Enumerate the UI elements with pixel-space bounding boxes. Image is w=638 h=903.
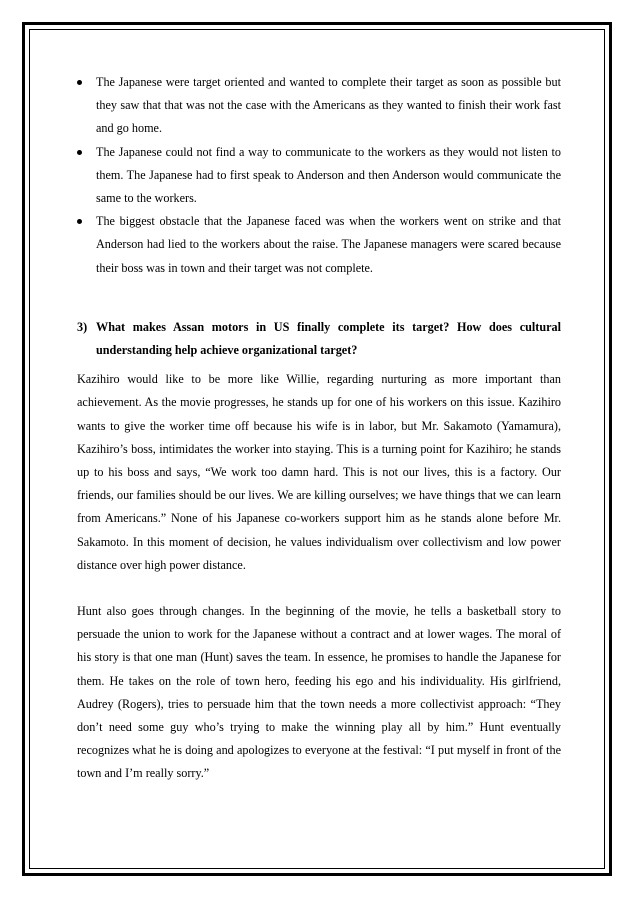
- list-item: [77, 210, 561, 280]
- list-item: [77, 71, 561, 141]
- document-body: [77, 71, 561, 786]
- bullet-text: The biggest obstacle that the Japanese faced was when the workers went on strike and that Anderson had lied to the workers about the raise. The Japanese managers were scared because their boss was in town and their target was not complete.: [96, 214, 561, 275]
- bullet-list: [77, 71, 561, 280]
- question-number: 3): [77, 319, 88, 334]
- bullet-icon: [77, 150, 82, 155]
- bullet-text: The Japanese could not find a way to communicate to the workers as they would not listen to them. The Japanese had to first speak to Anderson and then Anderson would communicate the same to the workers.: [96, 144, 561, 206]
- paragraph-kazihiro: Kazihiro would like to be more like Willie, regarding nurturing as more important than achievement. As the movie progresses, he stands up for one of his workers on this issue. Kazihiro wants to give the worker time off because his wife is in labor, but Mr. Sakamoto (Yamamura), Kazihiro’s boss, intimidates the worker into staying. This is a turning point for Kazihiro; he stands up to his boss and says, “We work too damn hard. This is not our lives, this is a factory. Our friends, our families should be our lives. We are killing ourselves; we have things that we can learn from Americans.” None of his Japanese co-workers support him as he stands alone before Mr. Sakamoto. In this moment of decision, he values individualism over collectivism and low power distance over high power distance.: [77, 372, 561, 572]
- question-text: What makes Assan motors in US finally complete its target? How does cultural understanding help achieve organizational target?: [96, 319, 561, 358]
- bullet-icon: [77, 219, 82, 224]
- bullet-text: The Japanese were target oriented and wanted to complete their target as soon as possible but they saw that that was not the case with the Americans as they wanted to finish their work fast and go home.: [96, 75, 561, 136]
- list-item: [77, 141, 561, 211]
- bullet-icon: [77, 80, 82, 85]
- paragraph-hunt: Hunt also goes through changes. In the beginning of the movie, he tells a basketball story to persuade the union to work for the Japanese without a contract and at lower wages. The moral of his story is that one man (Hunt) saves the team. In essence, he promises to handle the Japanese for them. He takes on the role of town hero, feeding his ego and his individuality. His girlfriend, Audrey (Rogers), tries to persuade him that the town needs a more collectivist approach: “They don’t need some guy who’s trying to make the winning play all by him.” Hunt eventually recognizes what he is doing and apologizes to everyone at the festival: “I put myself in front of the town and I’m really sorry.”: [77, 604, 561, 781]
- question-heading: [77, 316, 561, 362]
